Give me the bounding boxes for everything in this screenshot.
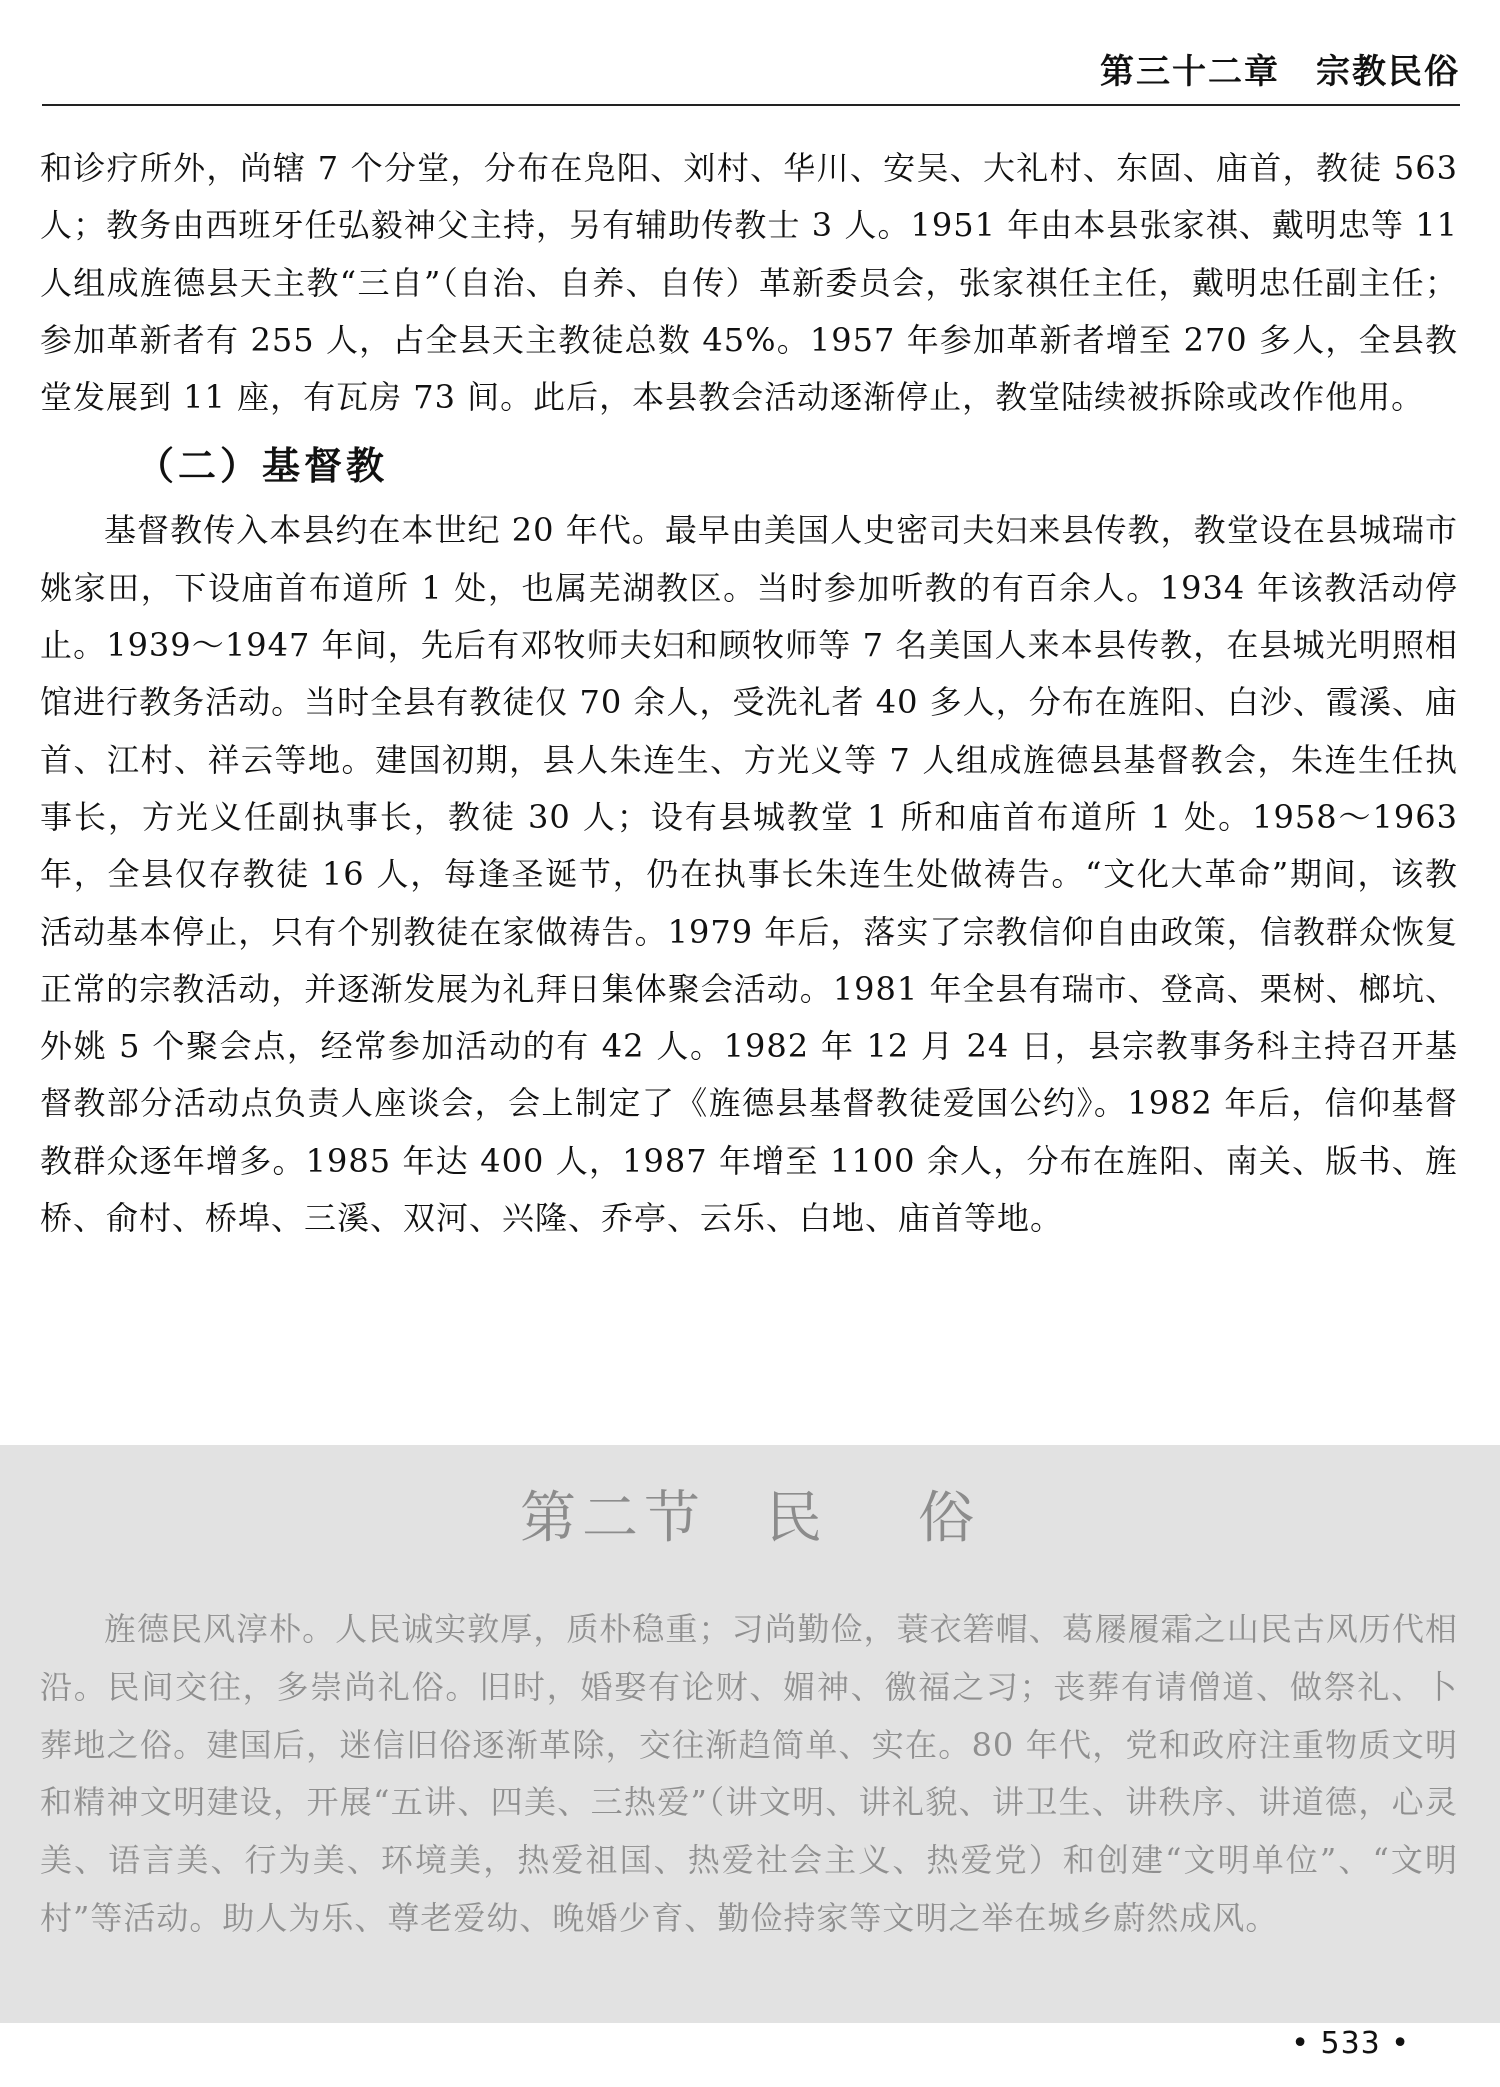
section-number: 第二节	[520, 1486, 706, 1551]
section-two-body	[40, 1601, 1458, 1948]
section-two-title	[0, 1474, 1500, 1554]
header-rule	[42, 104, 1460, 106]
running-header	[1100, 44, 1460, 93]
christianity-paragraph: 基督教传入本县约在本世纪 20 年代。最早由美国人史密司夫妇来县传教，教堂设在县城瑞市姚家田，下设庙首布道所 1 处，也属芜湖教区。当时参加听教的有百余人。1934 年该教活动停止。1939～1947 年间，先后有邓牧师夫妇和顾牧师等 7 名美国人来本县传教，在县城光明照相馆进行教务活动。当时全县有教徒仅 70 余人，受洗礼者 40 多人，分布在旌阳、白沙、霞溪、庙首、江村、祥云等地。建国初期，县人朱连生、方光义等 7 人组成旌德县基督教会，朱连生任执事长，方光义任副执事长，教徒 30 人；设有县城教堂 1 所和庙首布道所 1 处。1958～1963 年，全县仅存教徒 16 人，每逢圣诞节，仍在执事长朱连生处做祷告。“文化大革命”期间，该教活动基本停止，只有个别教徒在家做祷告。1979 年后，落实了宗教信仰自由政策，信教群众恢复正常的宗教活动，并逐渐发展为礼拜日集体聚会活动。1981 年全县有瑞市、登高、栗树、榔坑、外姚 5 个聚会点，经常参加活动的有 42 人。1982 年 12 月 24 日，县宗教事务科主持召开基督教部分活动点负责人座谈会，会上制定了《旌德县基督教徒爱国公约》。1982 年后，信仰基督教群众逐年增多。1985 年达 400 人，1987 年增至 1100 余人，分布在旌阳、南关、版书、旌桥、俞村、桥埠、三溪、双河、兴隆、乔亭、云乐、白地、庙首等地。	[40, 511, 1458, 1238]
chapter-number: 第三十二章	[1100, 52, 1280, 92]
chapter-title: 宗教民俗	[1316, 52, 1460, 92]
section-one-body	[40, 140, 1458, 1247]
christianity-subheading: （二）基督教	[136, 443, 389, 489]
page-number: • 533 •	[1291, 2026, 1410, 2061]
catholicism-continued-paragraph: 和诊疗所外，尚辖 7 个分堂，分布在凫阳、刘村、华川、安吴、大礼村、东固、庙首，教徒 563 人；教务由西班牙任弘毅神父主持，另有辅助传教士 3 人。1951 年由本县张家祺、戴明忠等 11 人组成旌德县天主教“三自”（自治、自养、自传）革新委员会，张家祺任主任，戴明忠任副主任；参加革新者有 255 人，占全县天主教徒总数 45%。1957 年参加革新者增至 270 多人，全县教堂发展到 11 座，有瓦房 73 间。此后，本县教会活动逐渐停止，教堂陆续被拆除或改作他用。	[40, 149, 1458, 417]
section-title-char-1: 民	[766, 1486, 828, 1551]
section-title-char-2: 俗	[918, 1486, 980, 1551]
folk-customs-paragraph: 旌德民风淳朴。人民诚实敦厚，质朴稳重；习尚勤俭，蓑衣箬帽、葛屦履霜之山民古风历代相沿。民间交往，多崇尚礼俗。旧时，婚娶有论财、媚神、徼福之习；丧葬有请僧道、做祭礼、卜葬地之俗。建国后，迷信旧俗逐渐革除，交往渐趋简单、实在。80 年代，党和政府注重物质文明和精神文明建设，开展“五讲、四美、三热爱”（讲文明、讲礼貌、讲卫生、讲秩序、讲道德，心灵美、语言美、行为美、环境美，热爱祖国、热爱社会主义、热爱党）和创建“文明单位”、“文明村”等活动。助人为乐、尊老爱幼、晚婚少育、勤俭持家等文明之举在城乡蔚然成风。	[40, 1610, 1458, 1937]
